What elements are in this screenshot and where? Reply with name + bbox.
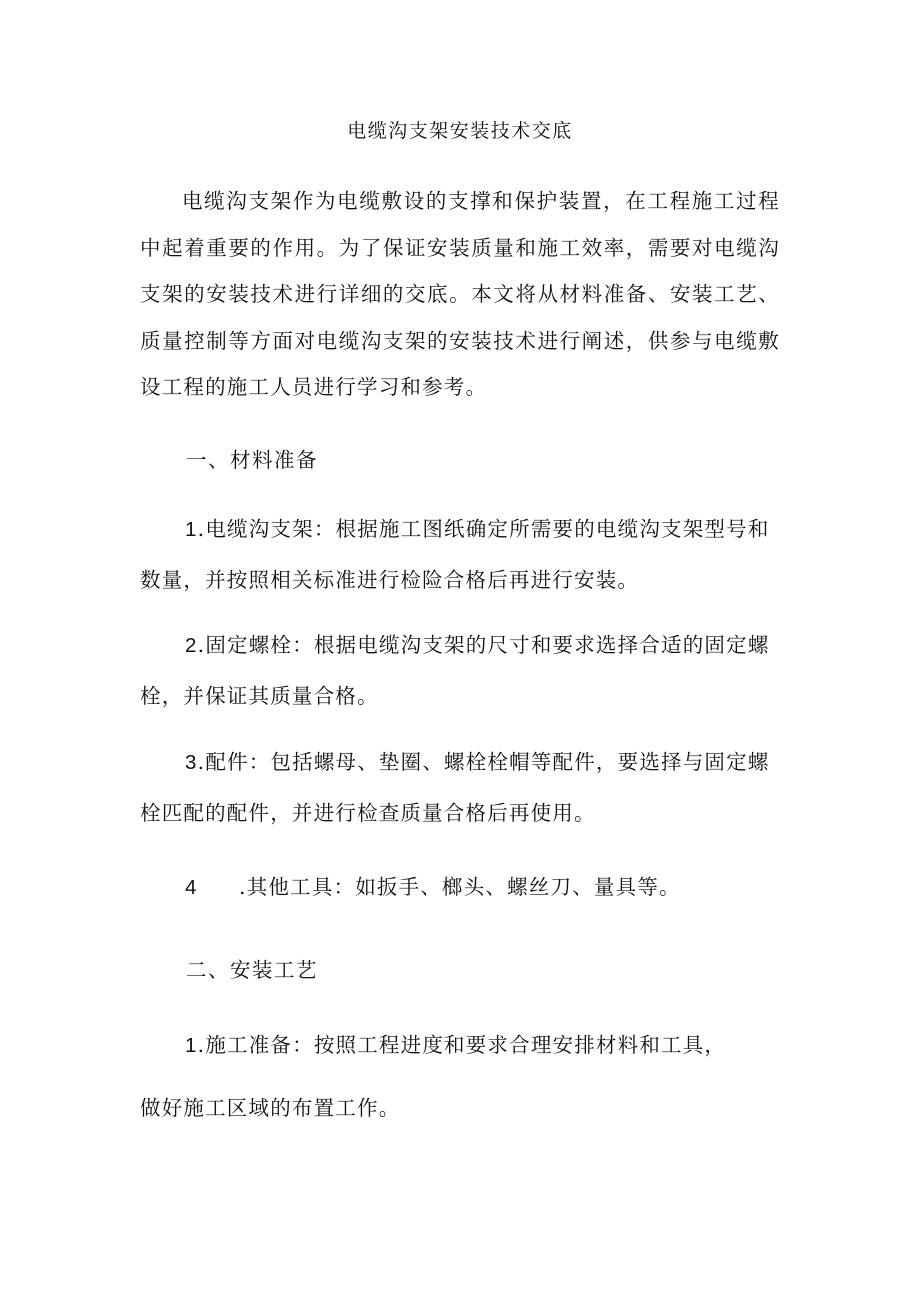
item-text-line: .电缆沟支架：根据施工图纸确定所需要的电缆沟支架型号和: [197, 517, 770, 541]
item-text-line: 栓匹配的配件，并进行检查质量合格后再使用。: [140, 801, 596, 825]
item-text-line: 数量，并按照相关标准进行检险合格后再进行安装。: [140, 568, 640, 592]
list-item: [140, 620, 780, 721]
intro-paragraph: 电缆沟支架作为电缆敷设的支撑和保护装置，在工程施工过程中起着重要的作用。为了保证安装质量和施工效率，需要对电缆沟支架的安装技术进行详细的交底。本文将从材料准备、安装工艺、质量控制等方面对电缆沟支架的安装技术进行阐述，供参与电缆敷设工程的施工人员进行学习和参考。: [140, 189, 780, 399]
list-item: [140, 862, 780, 913]
section-heading-materials: 一、材料准备: [186, 448, 318, 472]
list-item: [140, 504, 780, 605]
item-text-line: .其他工具：如扳手、榔头、螺丝刀、量具等。: [239, 875, 681, 899]
item-number: 1: [185, 518, 198, 541]
item-text-line: .固定螺栓：根据电缆沟支架的尺寸和要求选择合适的固定螺: [197, 633, 770, 657]
item-number: 4: [185, 876, 198, 899]
item-text-line: 栓，并保证其质量合格。: [140, 684, 379, 708]
item-number: 1: [185, 1034, 198, 1057]
list-item: [140, 1020, 780, 1133]
item-text-line: .施工准备：按照工程进度和要求合理安排材料和工具，: [197, 1033, 727, 1057]
list-item: [140, 737, 780, 838]
item-text-line: .配件：包括螺母、垫圈、螺栓栓帽等配件，要选择与固定螺: [197, 750, 770, 774]
section-heading-installation: 二、安装工艺: [186, 958, 318, 982]
item-number: 3: [185, 751, 198, 774]
item-number: 2: [185, 634, 198, 657]
item-text-line: 做好施工区域的布置工作。: [140, 1096, 401, 1120]
document-title: 电缆沟支架安装技术交底: [347, 120, 573, 142]
